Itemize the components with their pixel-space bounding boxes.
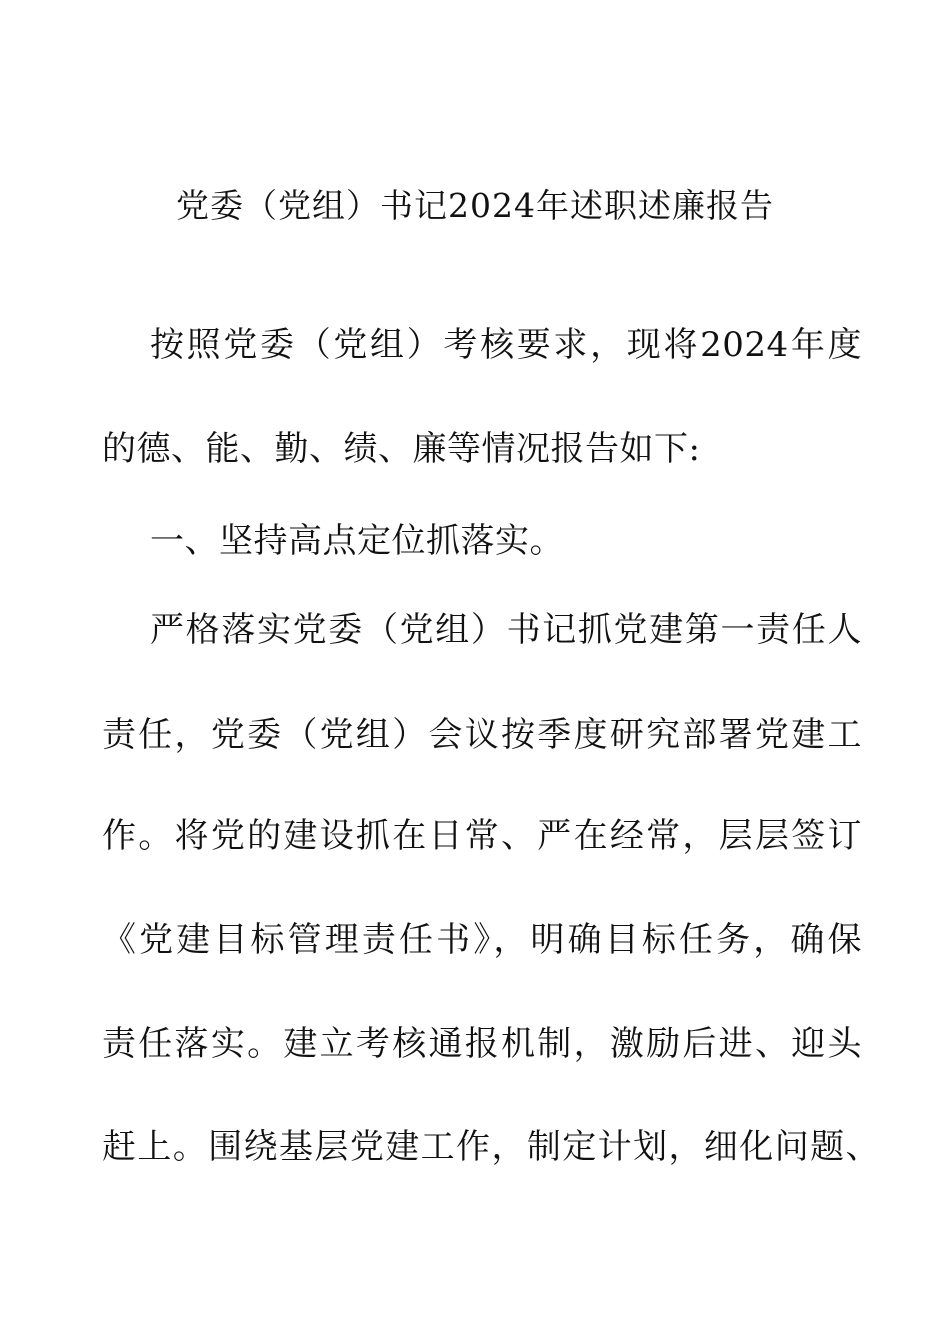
paragraph-line: 责任，党委（党组）会议按季度研究部署党建工 <box>102 715 862 755</box>
section-heading: 一、坚持高点定位抓落实。 <box>150 521 564 561</box>
paragraph-line: 《党建目标管理责任书》，明确目标任务，确保 <box>102 920 862 960</box>
page-title: 党委（党组）书记2024年述职述廉报告 <box>176 186 774 225</box>
paragraph-line: 按照党委（党组）考核要求，现将2024年度 <box>150 325 862 365</box>
paragraph-line: 责任落实。建立考核通报机制，激励后进、迎头 <box>102 1024 862 1064</box>
paragraph-line: 作。将党的建设抓在日常、严在经常，层层签订 <box>102 816 862 856</box>
paragraph-line: 的德、能、勤、绩、廉等情况报告如下: <box>102 429 701 469</box>
paragraph-line: 赶上。围绕基层党建工作，制定计划，细化问题、 <box>102 1127 880 1167</box>
paragraph-line: 严格落实党委（党组）书记抓党建第一责任人 <box>150 610 862 650</box>
